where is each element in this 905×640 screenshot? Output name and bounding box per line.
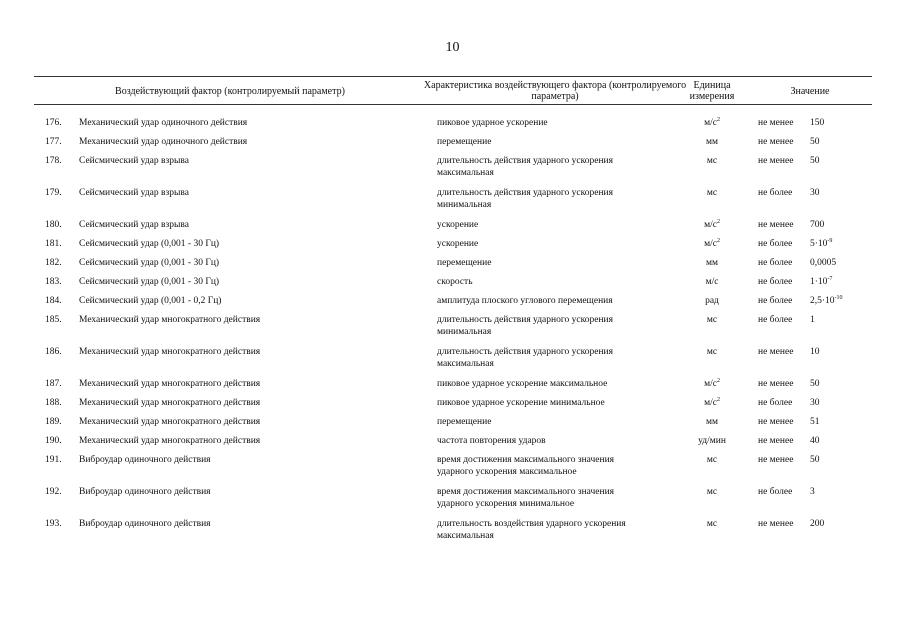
row-condition: не менее	[758, 417, 794, 427]
row-unit-text: мс	[706, 315, 718, 325]
row-condition: не более	[758, 315, 793, 325]
table-row	[0, 295, 905, 314]
row-characteristic: амплитуда плоского углового перемещения	[437, 296, 613, 306]
table-row	[0, 454, 905, 486]
row-value-text: 150	[810, 118, 825, 128]
header-unit: Единица измерения	[689, 80, 735, 102]
row-unit-text: мм	[705, 258, 719, 268]
row-value	[810, 314, 815, 326]
row-value-text: 1	[810, 315, 815, 325]
row-number: 179.	[45, 188, 62, 198]
row-factor: Механический удар одиночного действия	[79, 137, 248, 147]
row-condition: не более	[758, 258, 793, 268]
row-value	[810, 117, 824, 129]
row-value	[810, 187, 820, 199]
row-number: 177.	[45, 137, 62, 147]
row-value	[810, 397, 820, 409]
row-characteristic: перемещение	[437, 258, 492, 268]
row-unit-text: мм	[705, 137, 719, 147]
row-condition: не более	[758, 487, 793, 497]
row-value	[810, 155, 820, 167]
header-factor: Воздействующий фактор (контролируемый параметр)	[115, 86, 345, 97]
row-factor: Сейсмический удар взрыва	[79, 156, 189, 166]
row-unit	[680, 346, 744, 358]
row-condition: не более	[758, 398, 793, 408]
row-condition: не более	[758, 239, 793, 249]
row-factor: Механический удар многократного действия	[79, 417, 261, 427]
table-row	[0, 155, 905, 187]
row-value	[810, 454, 820, 466]
row-unit	[680, 238, 744, 250]
row-factor: Сейсмический удар (0,001 - 0,2 Гц)	[79, 296, 222, 306]
row-factor: Механический удар многократного действия	[79, 379, 261, 389]
row-value-text: 2,5·10	[810, 296, 835, 306]
table-row	[0, 416, 905, 435]
row-unit	[680, 117, 744, 129]
row-characteristic: частота повторения ударов	[437, 436, 546, 446]
row-unit-superscript: 2	[716, 238, 720, 244]
row-unit	[680, 276, 744, 288]
row-number: 183.	[45, 277, 62, 287]
row-unit-text: мс	[706, 455, 718, 465]
row-condition: не более	[758, 188, 793, 198]
row-unit	[680, 397, 744, 409]
row-characteristic: длительность воздействия ударного ускорения максимальная	[437, 519, 626, 541]
row-factor: Механический удар многократного действия	[79, 347, 261, 357]
row-value-text: 200	[810, 519, 825, 529]
row-number: 176.	[45, 118, 62, 128]
table-header-bottom-rule	[34, 104, 872, 105]
row-number: 182.	[45, 258, 62, 268]
row-value-text: 3	[810, 487, 815, 497]
row-value-superscript: -9	[827, 238, 833, 244]
row-unit-text: рад	[705, 296, 719, 306]
row-factor: Механический удар многократного действия	[79, 436, 261, 446]
row-characteristic: скорость	[437, 277, 473, 287]
row-number: 187.	[45, 379, 62, 389]
row-value-text: 40	[810, 436, 820, 446]
row-characteristic: ускорение	[437, 239, 479, 249]
row-unit-text: мс	[706, 156, 718, 166]
row-unit	[680, 187, 744, 199]
row-factor: Механический удар многократного действия	[79, 315, 261, 325]
row-value	[810, 378, 820, 390]
row-value	[810, 518, 824, 530]
row-characteristic: длительность действия ударного ускорения максимальная	[437, 347, 613, 369]
row-characteristic: время достижения максимального значения ударного ускорения максимальное	[437, 455, 615, 477]
row-value-text: 50	[810, 156, 820, 166]
table-row	[0, 238, 905, 257]
row-value-text: 5·10	[810, 239, 828, 249]
table-row	[0, 486, 905, 518]
row-value	[810, 238, 832, 250]
row-value-superscript: -7	[827, 276, 833, 282]
table-row	[0, 219, 905, 238]
row-factor: Сейсмический удар (0,001 - 30 Гц)	[79, 258, 220, 268]
table-header-top-rule	[34, 76, 872, 77]
row-unit	[680, 219, 744, 231]
header-characteristic: Характеристика воздействующего фактора (контролируемого параметра)	[423, 80, 687, 102]
row-number: 186.	[45, 347, 62, 357]
row-factor: Виброудар одиночного действия	[79, 519, 211, 529]
row-condition: не менее	[758, 455, 794, 465]
row-unit-text: м/с	[704, 239, 717, 249]
row-value	[810, 136, 820, 148]
row-factor: Виброудар одиночного действия	[79, 487, 211, 497]
row-value-text: 50	[810, 137, 820, 147]
row-value	[810, 276, 832, 288]
row-number: 192.	[45, 487, 62, 497]
row-unit-text: м/с	[704, 220, 717, 230]
row-number: 189.	[45, 417, 62, 427]
row-value	[810, 257, 836, 269]
row-value-text: 50	[810, 455, 820, 465]
row-unit	[680, 454, 744, 466]
row-unit-text: м/с	[704, 379, 717, 389]
row-number: 190.	[45, 436, 62, 446]
table-row	[0, 187, 905, 219]
row-characteristic: длительность действия ударного ускорения минимальная	[437, 188, 613, 210]
row-characteristic: перемещение	[437, 417, 492, 427]
row-number: 193.	[45, 519, 62, 529]
table-body	[0, 117, 905, 550]
row-condition: не менее	[758, 156, 794, 166]
row-condition: не более	[758, 277, 793, 287]
row-unit-text: мс	[706, 487, 718, 497]
row-unit-superscript: 2	[716, 219, 720, 225]
row-unit	[680, 155, 744, 167]
row-value-text: 51	[810, 417, 820, 427]
row-characteristic: пиковое ударное ускорение	[437, 118, 548, 128]
row-condition: не менее	[758, 137, 794, 147]
row-factor: Виброудар одиночного действия	[79, 455, 211, 465]
row-characteristic: пиковое ударное ускорение максимальное	[437, 379, 608, 389]
row-value-text: 30	[810, 188, 820, 198]
row-unit-text: мм	[705, 417, 719, 427]
row-characteristic: пиковое ударное ускорение минимальное	[437, 398, 605, 408]
row-condition: не менее	[758, 220, 794, 230]
row-value	[810, 346, 820, 358]
row-factor: Механический удар одиночного действия	[79, 118, 248, 128]
row-condition: не менее	[758, 379, 794, 389]
row-condition: не менее	[758, 519, 794, 529]
row-value-text: 700	[810, 220, 825, 230]
row-unit-text: уд/мин	[698, 436, 726, 446]
row-value-text: 1·10	[810, 277, 828, 287]
row-unit	[680, 518, 744, 530]
row-characteristic: длительность действия ударного ускорения максимальная	[437, 156, 613, 178]
row-unit	[680, 378, 744, 390]
row-factor: Сейсмический удар взрыва	[79, 220, 189, 230]
table-row	[0, 136, 905, 155]
row-value	[810, 416, 820, 428]
row-unit-text: м/с	[704, 118, 717, 128]
row-unit-text: мс	[706, 347, 718, 357]
row-value	[810, 219, 824, 231]
row-unit	[680, 416, 744, 428]
row-number: 185.	[45, 315, 62, 325]
row-characteristic: перемещение	[437, 137, 492, 147]
table-row	[0, 257, 905, 276]
row-factor: Сейсмический удар (0,001 - 30 Гц)	[79, 239, 220, 249]
row-unit	[680, 435, 744, 447]
page-number: 10	[445, 40, 460, 55]
row-factor: Механический удар многократного действия	[79, 398, 261, 408]
row-number: 191.	[45, 455, 62, 465]
row-unit-superscript: 2	[716, 397, 720, 403]
row-number: 184.	[45, 296, 62, 306]
row-number: 178.	[45, 156, 62, 166]
row-characteristic: ускорение	[437, 220, 479, 230]
table-row	[0, 117, 905, 136]
row-value-superscript: -10	[834, 295, 843, 301]
row-value-text: 10	[810, 347, 820, 357]
row-condition: не более	[758, 296, 793, 306]
row-value	[810, 435, 820, 447]
row-unit	[680, 486, 744, 498]
table-row	[0, 346, 905, 378]
row-value	[810, 486, 815, 498]
row-value-text: 30	[810, 398, 820, 408]
row-number: 188.	[45, 398, 62, 408]
row-unit-text: мс	[706, 519, 718, 529]
row-unit	[680, 257, 744, 269]
table-row	[0, 435, 905, 454]
table-row	[0, 276, 905, 295]
table-row	[0, 314, 905, 346]
table-row	[0, 378, 905, 397]
row-unit-superscript: 2	[716, 378, 720, 384]
row-condition: не менее	[758, 347, 794, 357]
row-factor: Сейсмический удар взрыва	[79, 188, 189, 198]
table-row	[0, 518, 905, 550]
row-value	[810, 295, 843, 307]
row-unit	[680, 314, 744, 326]
row-number: 180.	[45, 220, 62, 230]
row-characteristic: длительность действия ударного ускорения минимальная	[437, 315, 613, 337]
row-unit-superscript: 2	[716, 117, 720, 123]
header-value: Значение	[790, 86, 830, 97]
row-unit-text: мс	[706, 188, 718, 198]
row-condition: не менее	[758, 436, 794, 446]
row-unit-text: м/с	[705, 277, 719, 287]
row-unit-text: м/с	[704, 398, 717, 408]
row-characteristic: время достижения максимального значения ударного ускорения минимальное	[437, 487, 615, 509]
row-factor: Сейсмический удар (0,001 - 30 Гц)	[79, 277, 220, 287]
row-value-text: 50	[810, 379, 820, 389]
row-value-text: 0,0005	[810, 258, 837, 268]
row-unit	[680, 295, 744, 307]
row-condition: не менее	[758, 118, 794, 128]
row-number: 181.	[45, 239, 62, 249]
row-unit	[680, 136, 744, 148]
table-row	[0, 397, 905, 416]
